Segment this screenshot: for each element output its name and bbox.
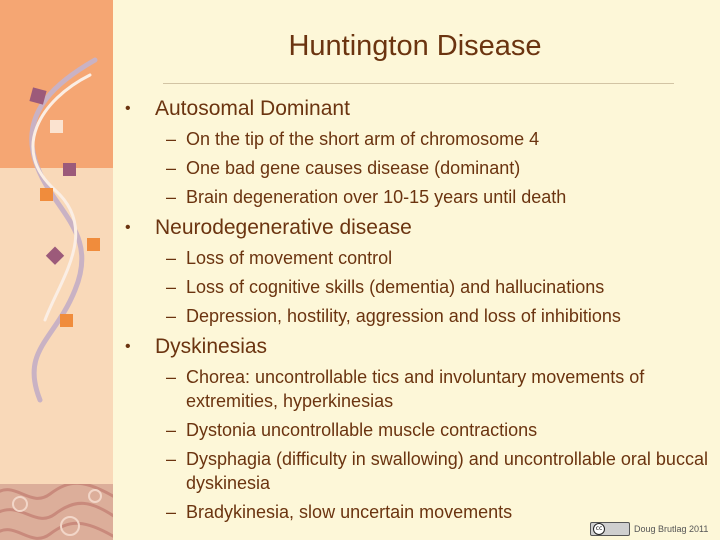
dash-marker: – (166, 129, 177, 149)
dash-marker: – (166, 449, 177, 469)
bullet-marker: • (125, 219, 131, 236)
dash-marker: – (166, 502, 177, 522)
sub-bullet (125, 127, 715, 151)
helix-node-icon (87, 238, 100, 251)
helix-node-icon (60, 314, 73, 327)
sub-bullet (125, 246, 715, 270)
sub-bullet (125, 185, 715, 209)
sub-bullet-text: Brain degeneration over 10-15 years until death (186, 187, 567, 207)
dash-marker: – (166, 420, 177, 440)
dash-marker: – (166, 306, 177, 326)
dna-helix-decoration (0, 0, 113, 484)
helix-node-icon (46, 247, 64, 265)
bullet-marker: • (125, 100, 131, 117)
sub-bullet (125, 304, 715, 328)
decorative-sidebar (0, 0, 113, 540)
sub-bullet-text: Dysphagia (difficulty in swallowing) and uncontrollable oral buccal dyskinesia (186, 449, 708, 493)
sub-bullet (125, 156, 715, 180)
sub-bullet-text: Loss of movement control (186, 248, 393, 268)
sub-bullet (125, 275, 715, 299)
dash-marker: – (166, 248, 177, 268)
footer-credit (590, 521, 708, 537)
sub-bullet-text: Bradykinesia, slow uncertain movements (186, 502, 513, 522)
bullet-text: Autosomal Dominant (155, 97, 350, 120)
sub-bullet-text: One bad gene causes disease (dominant) (186, 158, 521, 178)
helix-node-icon (40, 188, 53, 201)
helix-node-icon (50, 120, 63, 133)
bullet-text: Neurodegenerative disease (155, 216, 412, 239)
dash-marker: – (166, 158, 177, 178)
slide-title: Huntington Disease (288, 30, 542, 62)
bullet-text: Dyskinesias (155, 335, 268, 358)
title-divider (163, 83, 674, 84)
dash-marker: – (166, 277, 177, 297)
sub-bullet-text: Dystonia uncontrollable muscle contractions (186, 420, 538, 440)
sidebar-swirl-pattern (0, 484, 113, 540)
sub-bullet (125, 365, 715, 413)
helix-node-icon (63, 163, 76, 176)
bullet-dyskinesias (125, 334, 715, 360)
sub-bullet (125, 418, 715, 442)
creative-commons-badge-icon[interactable] (590, 522, 630, 536)
sub-bullet-text: Depression, hostility, aggression and loss of inhibitions (186, 306, 621, 326)
slide-body (125, 96, 715, 524)
bullet-autosomal-dominant (125, 96, 715, 122)
dash-marker: – (166, 367, 177, 387)
bullet-marker: • (125, 338, 131, 355)
sub-bullet (125, 447, 715, 495)
author-credit: Doug Brutlag 2011 (634, 524, 709, 534)
dash-marker: – (166, 187, 177, 207)
cc-circle-icon: cc (593, 523, 605, 535)
sub-bullet-text: Loss of cognitive skills (dementia) and hallucinations (186, 277, 605, 297)
sub-bullet-text: On the tip of the short arm of chromosome 4 (186, 129, 540, 149)
sub-bullet-text: Chorea: uncontrollable tics and involuntary movements of extremities, hyperkinesias (186, 367, 645, 411)
bullet-neurodegenerative (125, 215, 715, 241)
